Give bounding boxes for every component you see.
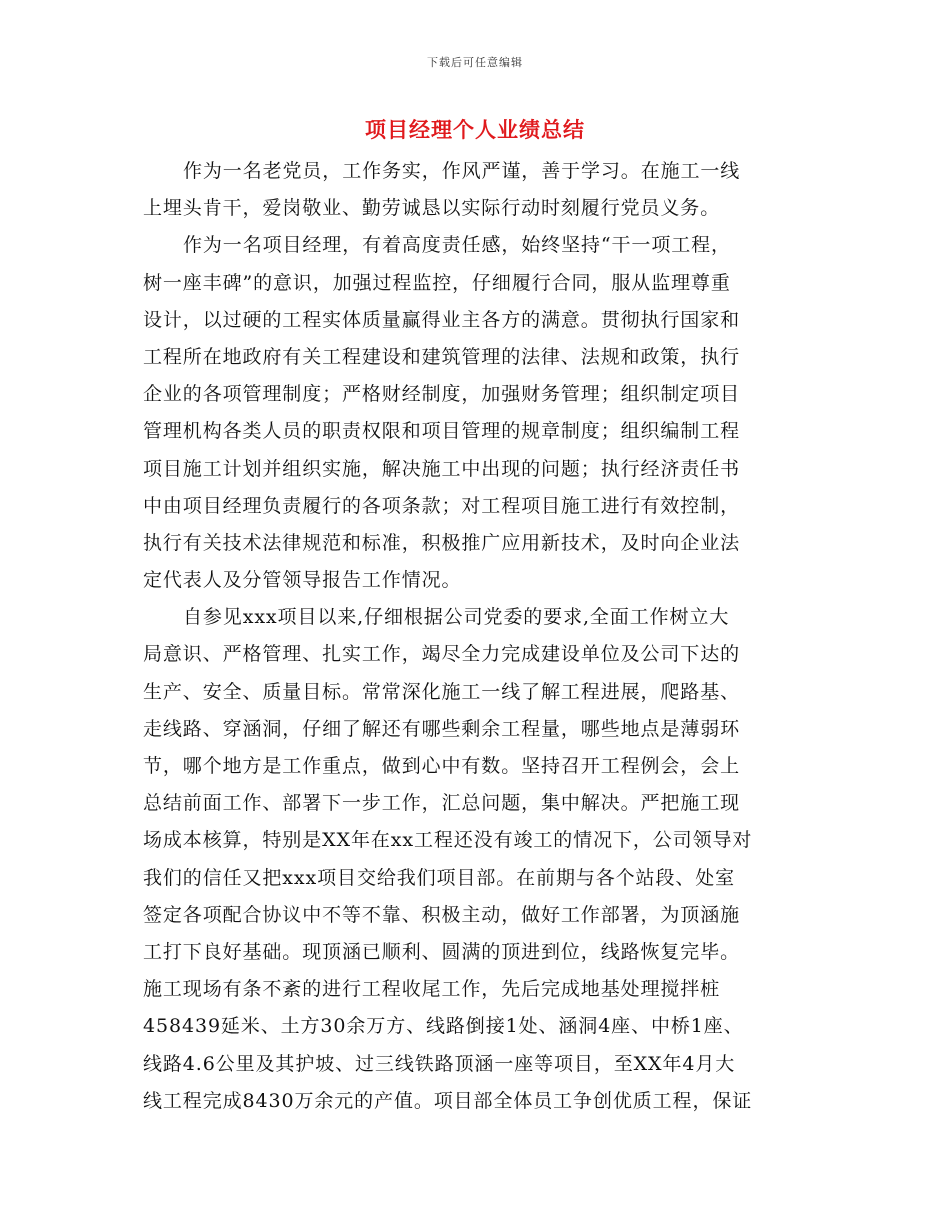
paragraph-2-line: 工程所在地政府有关工程建设和建筑管理的法律、法规和政策，执行: [143, 345, 741, 368]
paragraph-3-line: 工打下良好基础。现顶涵已顺利、圆满的顶进到位，线路恢复完毕。: [143, 940, 741, 963]
paragraph-3-line: 场成本核算，特别是XX年在xx工程还没有竣工的情况下，公司领导对: [143, 829, 753, 852]
paragraph-1-line: 作为一名老党员，工作务实，作风严谨，善于学习。在施工一线: [183, 160, 741, 182]
paragraph-3-line: 施工现场有条不紊的进行工程收尾工作，先后完成地基处理搅拌桩: [143, 978, 721, 1001]
paragraph-3-line: 走线路、穿涵洞，仔细了解还有哪些剩余工程量，哪些地点是薄弱环: [143, 717, 741, 740]
paragraph-2-line: 树一座丰碑”的意识，加强过程监控，仔细履行合同，服从监理尊重: [143, 271, 731, 294]
paragraph-3-line: 生产、安全、质量目标。常常深化施工一线了解工程进展，爬路基、: [143, 680, 741, 703]
paragraph-2-line: 管理机构各类人员的职责权限和项目管理的规章制度；组织编制工程: [143, 420, 741, 443]
paragraph-2-line: 中由项目经理负责履行的各项条款；对工程项目施工进行有效控制，: [143, 494, 741, 517]
paragraph-3-line: 线路4.6公里及其护坡、过三线铁路顶涵一座等项目，至XX年4月大: [143, 1052, 736, 1075]
paragraph-3-line: 签定各项配合协议中不等不靠、积极主动，做好工作部署，为顶涵施: [143, 903, 741, 926]
paragraph-3-line: 自参见xxx项目以来,仔细根据公司党委的要求,全面工作树立大: [183, 606, 730, 629]
paragraph-2-line: 项目施工计划并组织实施，解决施工中出现的问题；执行经济责任书: [143, 457, 741, 480]
paragraph-2-line: 设计，以过硬的工程实体质量赢得业主各方的满意。贯彻执行国家和: [143, 308, 741, 331]
paragraph-2-line: 执行有关技术法律规范和标准，积极推广应用新技术，及时向企业法: [143, 531, 741, 554]
paragraph-3-line: 节，哪个地方是工作重点，做到心中有数。坚持召开工程例会，会上: [143, 755, 741, 777]
header-note: 下载后可任意编辑: [427, 56, 523, 69]
paragraph-2-line: 定代表人及分管领导报告工作情况。: [143, 569, 462, 592]
document-title: 项目经理个人业绩总结: [365, 117, 585, 142]
paragraph-3-line: 线工程完成8430万余元的产值。项目部全体员工争创优质工程，保证: [143, 1089, 753, 1112]
paragraph-3-line: 我们的信任又把xxx项目交给我们项目部。在前期与各个站段、处室: [143, 866, 736, 889]
paragraph-3-line: 458439延米、土方30余万方、线路倒接1处、涵洞4座、中桥1座、: [143, 1015, 744, 1038]
paragraph-3-line: 总结前面工作、部署下一步工作，汇总问题，集中解决。严把施工现: [143, 792, 741, 815]
paragraph-2-line: 企业的各项管理制度；严格财经制度，加强财务管理；组织制定项目: [143, 383, 741, 406]
paragraph-3-line: 局意识、严格管理、扎实工作，竭尽全力完成建设单位及公司下达的: [143, 643, 741, 666]
paragraph-2-line: 作为一名项目经理，有着高度责任感，始终坚持“干一项工程，: [183, 234, 731, 257]
paragraph-1-line: 上埋头肯干，爱岗敬业、勤劳诚恳以实际行动时刻履行党员义务。: [143, 197, 721, 220]
document-body: [143, 153, 807, 1120]
